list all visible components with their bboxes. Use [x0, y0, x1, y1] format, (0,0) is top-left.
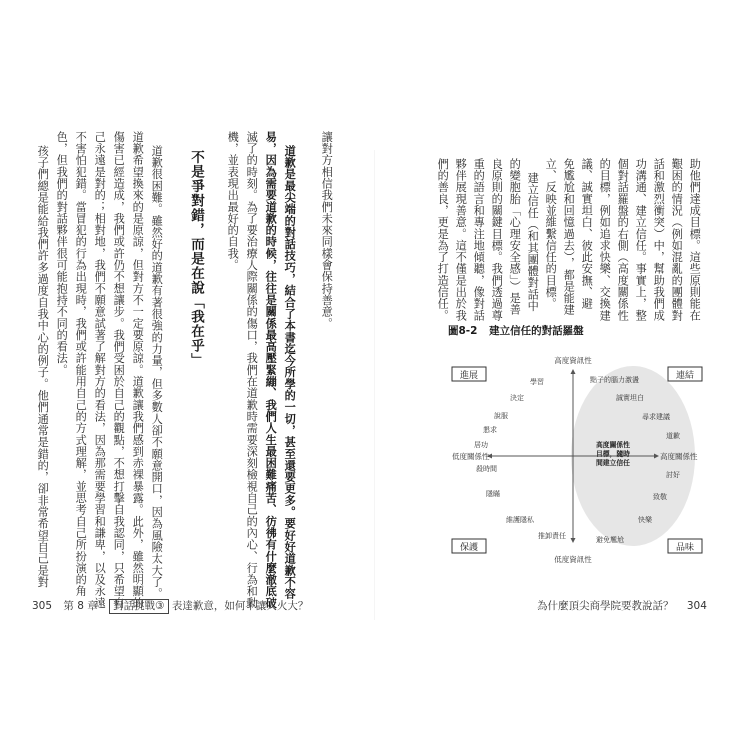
right-line-3: 話和激烈衝突）中，幫助我們成: [652, 158, 666, 322]
right-line-4: 功溝通、建立信任。事實上，整: [634, 158, 648, 322]
series-box: 對話挑戰③: [109, 599, 168, 614]
corner-top-left: [452, 367, 486, 381]
item-show-ability: 點子的腦力激盪: [590, 376, 639, 384]
item-shirk: 推卸責任: [538, 532, 566, 540]
item-avoid-awkward: 避免尷尬: [596, 536, 624, 544]
conversation-compass-diagram: [448, 340, 718, 572]
axis-right-label: 高度關係性: [660, 452, 698, 461]
right-line-1: 助他們達成目標。這些原則能在: [688, 158, 702, 322]
corner-top-right: [668, 367, 702, 381]
corner-bottom-left: [452, 539, 486, 553]
left-line-11: 色，但我們的對話夥伴很可能抱持不同的看法。: [55, 131, 69, 376]
center-label: [596, 440, 630, 467]
right-line-5: 個對話羅盤的右側（高度關係性: [616, 158, 630, 322]
left-footer: [32, 598, 308, 614]
svg-text:進展: 進展: [459, 371, 479, 381]
right-line-13: 重的語言和專注地傾聽，像對話: [472, 158, 486, 322]
right-line-6: 的目標，例如追求快樂、交換建: [598, 158, 612, 322]
item-hide: 隱瞞: [486, 490, 500, 498]
right-line-12: 良原則的關鍵目標。我們透過尊: [490, 158, 504, 322]
right-line-11: 的變胞胎「心理安全感」）是善: [508, 158, 522, 316]
left-line-4: 滅了的時刻。為了要治療人際關係的傷口，我們在道歉時需要深刻檢視自己的內心、行為和動: [245, 131, 259, 609]
left-line-10: 不害怕犯錯。當冒犯的行為出現時，我們或許能用自己的方式理解，並思考自己所扮演的角: [74, 131, 88, 597]
item-request: 懇求: [483, 426, 497, 434]
left-line-6: 道歉很困難。雖然好的道歉有著很強的力量，但多數人卻不願意開口，因為風險太大了。: [150, 145, 164, 600]
item-persuade: 說服: [494, 412, 508, 420]
left-line-12: 孩子們總是能給我們許多過度自我中心的例子。他們通常是錯的，卻非常希望自己是對: [36, 145, 50, 588]
left-line-9: 己永遠是對的；相對地，我們不願意試著了解對方的看法，因為那需要學習和謙卑，以及永遠: [93, 131, 107, 609]
right-page-number: 304: [686, 600, 707, 612]
right-line-9: 立、反映並維繫信任的目標。: [544, 158, 558, 310]
figure-number: 圖8-2: [448, 325, 478, 337]
figure-title: 建立信任的對話羅盤: [489, 325, 584, 337]
item-kill-time: 殺時間: [476, 465, 497, 473]
right-line-2: 艱困的情況（例如混亂的團體對: [670, 158, 684, 322]
item-honest: 誠實坦白: [616, 394, 644, 402]
right-footer: [537, 598, 707, 613]
book-title: 為什麼頂尖商學院要教說話？: [537, 600, 674, 612]
chapter-title: 表達歉意，如何不讓人火大？: [171, 600, 309, 612]
item-please: 討好: [666, 471, 680, 479]
svg-text:連結: 連結: [675, 371, 695, 381]
axis-top-label: 高度資訊性: [554, 356, 592, 365]
item-learn: 學習: [530, 378, 544, 386]
item-enjoy: 快樂: [638, 516, 652, 524]
svg-text:保護: 保護: [459, 543, 479, 553]
item-affirm: 致敬: [653, 493, 667, 501]
left-line-7: 道歉希望換來的是原諒，但對方不一定要原諒。道歉讓我們感到赤裸暴露。此外，雖然明顯的: [131, 131, 145, 609]
item-maintain-secret: 維護隱私: [506, 516, 534, 524]
chapter-label: 第 8 章: [63, 600, 98, 612]
svg-text:間建立信任: 間建立信任: [596, 459, 630, 467]
page-gutter: [374, 150, 375, 620]
left-line-2: 道歉是最尖端的對話技巧，結合了本書迄今所學的一切，甚至還要更多。要好好道歉不容: [283, 145, 297, 600]
svg-text:高度關係性: 高度關係性: [596, 441, 630, 449]
section-heading: 不是爭對錯，而是在說「我在乎」: [188, 150, 204, 368]
item-decide: 決定: [510, 394, 524, 402]
left-page-number: 305: [32, 600, 53, 612]
right-line-15: 們的善良，更是為了打造信任。: [436, 158, 450, 322]
right-line-7: 議、誠實坦白、彼此安撫、避: [580, 158, 594, 310]
axis-left-label: 低度關係性: [452, 452, 490, 461]
item-oppose: 居功: [474, 441, 488, 449]
right-line-8: 免尷尬和回憶過去），都是能建: [562, 158, 576, 316]
left-line-3: 易，因為需要道歉的時候，往往是關係最高壓緊繃、我們人生最困難痛苦、彷彿有什麼澈底破: [264, 131, 278, 609]
figure-caption: [448, 323, 584, 338]
svg-text:品味: 品味: [675, 543, 695, 553]
item-apologize: 道歉: [666, 432, 680, 440]
axis-bottom-label: 低度資訊性: [554, 555, 592, 564]
item-seek-advice: 尋求建議: [642, 413, 670, 421]
right-line-10: 建立信任（和其團體對話中: [526, 172, 540, 312]
svg-text:目標，隨時: 目標，隨時: [596, 450, 630, 458]
right-line-14: 夥伴展現善意。這不僅是出於我: [454, 158, 468, 322]
left-line-1: 讓對方相信我們未來同樣會保持善意。: [320, 131, 334, 330]
left-line-5: 機，並表現出最好的自我。: [226, 131, 240, 271]
left-line-8: 傷害已經造成，我們或許仍不想讓步。我們受困於自己的觀點，不想打擊自我認同，只希望自: [112, 131, 126, 609]
corner-bottom-right: [668, 539, 702, 553]
